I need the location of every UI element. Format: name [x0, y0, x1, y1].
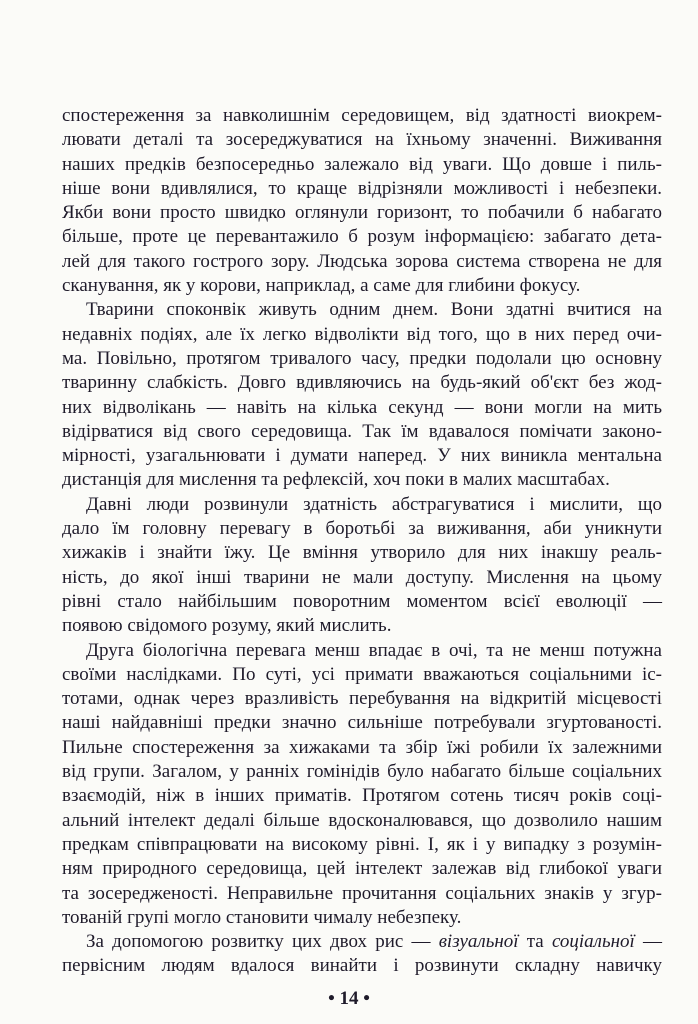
- text-line: більше, проте це перевантажило б розум інформацією: забагато дета-: [62, 226, 662, 248]
- text-line: тваринну слабкість. Довго вдивляючись на будь-який об'єкт без жод-: [62, 372, 662, 394]
- text-segment: За допомогою розвитку цих двох рис —: [86, 931, 439, 953]
- italic-term-social: соціальної: [551, 931, 635, 953]
- text-line: ма. Повільно, протягом тривалого часу, предки подолали цю основну: [62, 347, 662, 369]
- text-line: альний інтелект дедалі більше вдосконалювався, що дозволило нашим: [62, 809, 662, 831]
- text-line: хижаків і знайти їжу. Це вміння утворило для них інакшу реаль-: [62, 542, 662, 564]
- text-line: сканування, як у корови, наприклад, а саме для глибини фокусу.: [62, 275, 581, 297]
- text-line: від групи. Загалом, у ранніх гомінідів було набагато більше соціальних: [62, 761, 662, 783]
- text-line: первісним людям вдалося винайти і розвинути складну навичку: [62, 955, 662, 977]
- text-line: дало їм головну перевагу в боротьбі за виживання, аби уникнути: [62, 518, 662, 540]
- italic-term-visual: візуальної: [438, 931, 519, 953]
- text-segment: та: [518, 931, 552, 953]
- text-line: появою свідомого розуму, який мислить.: [62, 615, 392, 637]
- text-line: Пильне спостереження за хижаками та збір їжі робили їх залежними: [62, 736, 662, 758]
- text-line: недавніх подіях, але їх легко відволікти від того, що в них перед очи-: [62, 323, 662, 345]
- text-line: мірності, узагальнювати і думати наперед. У них виникла ментальна: [62, 445, 662, 467]
- text-line: предкам співпрацювати на високому рівні. І, як і у випадку з розумін-: [62, 833, 662, 855]
- text-line: дистанція для мислення та рефлексій, хоч поки в малих масштабах.: [62, 469, 610, 491]
- text-line: рівні стало найбільшим поворотним моментом всієї еволюції —: [62, 590, 662, 612]
- text-line: тотами, однак через вразливість перебування на відкритій місцевості: [62, 688, 662, 710]
- text-line: взаємодій, ніж в інших приматів. Протягом сотень тисяч років соці-: [62, 785, 662, 807]
- text-line: спостереження за навколишнім середовищем, від здатності виокрем-: [62, 105, 662, 126]
- text-line: ність, до якої інші тварини не мали доступу. Мислення на цьому: [62, 566, 662, 588]
- text-line: наших предків безпосередньо залежало від уваги. Що довше і пиль-: [62, 153, 662, 175]
- text-line: ніше вони вдивлялися, то краще відрізняли можливості і небезпеки.: [62, 177, 662, 199]
- text-line: та зосередженості. Неправильне прочитання соціальних знаків у згур-: [62, 882, 662, 904]
- text-line: Якби вони просто швидко оглянули горизонт, то побачили б набагато: [62, 202, 662, 224]
- final-paragraph: [62, 930, 662, 979]
- text-line: [62, 930, 662, 954]
- text-line: своїми наслідками. По суті, усі примати вважаються соціальними іс-: [62, 663, 662, 685]
- text-line: тованій групі могло становити чималу небезпеку.: [62, 906, 462, 928]
- book-page-text: [62, 104, 662, 930]
- text-line: Давні люди розвинули здатність абстрагуватися і мислити, що: [86, 493, 662, 515]
- text-line: них відволікань — навіть на кілька секунд — вони могли на мить: [62, 396, 662, 418]
- text-line: наші найдавніші предки значно сильніше потребували згуртованості.: [62, 712, 662, 734]
- page-number: • 14 •: [328, 988, 370, 1009]
- text-line: Тварини споконвік живуть одним днем. Вони здатні вчитися на: [86, 299, 662, 321]
- text-line: Друга біологічна перевага менш впадає в очі, та не менш потужна: [86, 639, 662, 661]
- text-line: лей для такого гострого зору. Людська зорова система створена не для: [62, 250, 662, 272]
- text-line: лювати деталі та зосереджуватися на їхньому значенні. Виживання: [62, 129, 662, 151]
- text-segment: —: [634, 931, 663, 953]
- text-line: ням природного середовища, цей інтелект залежав від глибокої уваги: [62, 858, 662, 880]
- text-line: відірватися від свого середовища. Так їм вдавалося помічати законо-: [62, 420, 662, 442]
